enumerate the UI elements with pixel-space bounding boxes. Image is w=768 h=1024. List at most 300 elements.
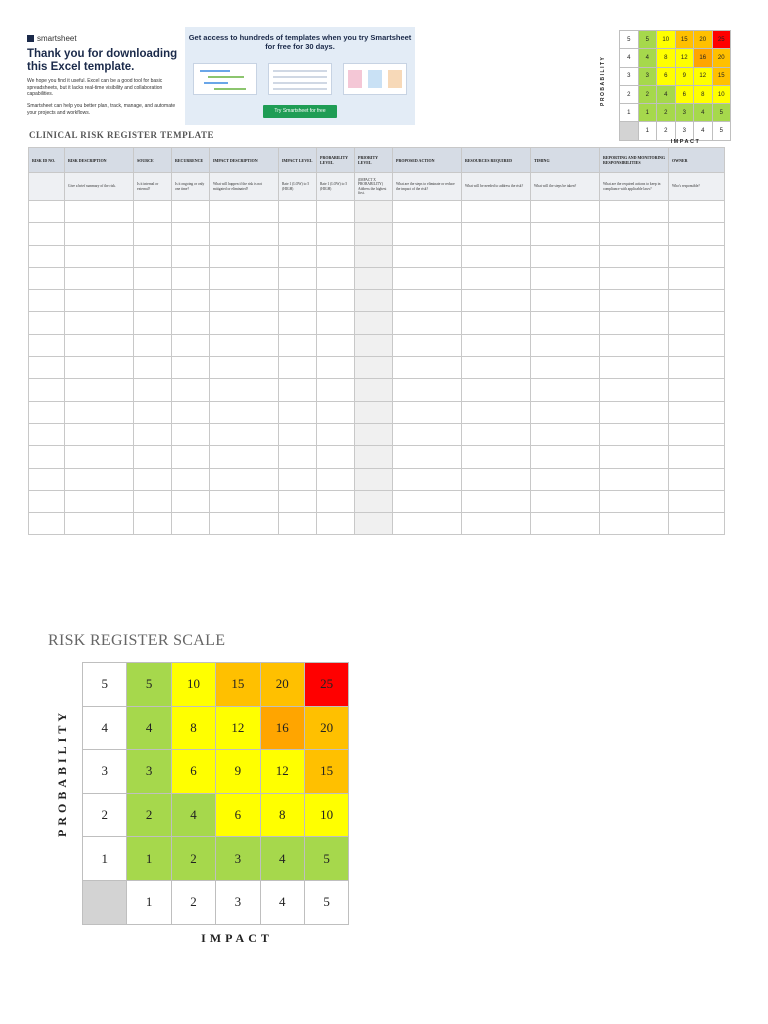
table-cell[interactable]: [210, 290, 279, 312]
mini-probability-label: PROBABILITY: [600, 55, 606, 107]
table-cell[interactable]: [210, 379, 279, 401]
table-cell[interactable]: [134, 223, 172, 245]
table-cell[interactable]: [355, 267, 393, 289]
table-cell[interactable]: [600, 468, 669, 490]
table-cell[interactable]: [462, 468, 531, 490]
table-cell[interactable]: [393, 490, 462, 512]
table-cell[interactable]: [29, 267, 65, 289]
table-cell[interactable]: [65, 223, 134, 245]
table-cell[interactable]: [600, 290, 669, 312]
column-description: Rate 1 (LOW) to 5 (HIGH): [317, 173, 355, 201]
table-cell[interactable]: [393, 267, 462, 289]
column-header: OWNER: [669, 148, 725, 173]
table-cell[interactable]: [65, 446, 134, 468]
table-cell[interactable]: [134, 334, 172, 356]
promo-text-2: Smartsheet can help you better plan, track, manage, and automate your projects and workflows.: [27, 103, 176, 116]
table-cell[interactable]: [279, 468, 317, 490]
mini-heatmap-row: [620, 85, 731, 103]
mini-heatmap-cell: 20: [694, 31, 713, 49]
table-cell[interactable]: [29, 290, 65, 312]
table-row: [29, 245, 725, 267]
table-cell[interactable]: [669, 334, 725, 356]
table-cell[interactable]: [317, 446, 355, 468]
mini-heatmap-row: [620, 104, 731, 122]
smartsheet-logo[interactable]: [27, 34, 77, 43]
table-cell[interactable]: [172, 379, 210, 401]
table-cell[interactable]: [393, 334, 462, 356]
scale-heatmap-impact-tick: 5: [304, 880, 348, 924]
table-cell[interactable]: [134, 446, 172, 468]
scale-heatmap-impact-tick: 1: [127, 880, 171, 924]
table-cell[interactable]: [531, 223, 600, 245]
mini-heatmap-cell: 2: [638, 85, 657, 103]
project-timeline-thumbnail[interactable]: [193, 63, 257, 95]
mini-heatmap-cell: 5: [712, 104, 731, 122]
table-cell[interactable]: [279, 379, 317, 401]
table-cell[interactable]: [279, 401, 317, 423]
table-cell[interactable]: [462, 201, 531, 223]
table-cell[interactable]: [462, 401, 531, 423]
table-cell[interactable]: [29, 423, 65, 445]
mini-heatmap-cell: 6: [675, 85, 694, 103]
table-cell[interactable]: [29, 490, 65, 512]
table-cell[interactable]: [317, 401, 355, 423]
table-row: [29, 379, 725, 401]
scale-heatmap-cell: 2: [171, 837, 215, 881]
table-cell[interactable]: [531, 290, 600, 312]
table-cell[interactable]: [29, 446, 65, 468]
column-description: Is it ongoing or only one time?: [172, 173, 210, 201]
table-cell[interactable]: [600, 490, 669, 512]
try-smartsheet-button[interactable]: Try Smartsheet for free: [263, 105, 337, 118]
scale-heatmap-cell: 5: [304, 837, 348, 881]
table-cell[interactable]: [393, 446, 462, 468]
table-cell[interactable]: [669, 201, 725, 223]
scale-heatmap-cell: 1: [127, 837, 171, 881]
table-cell[interactable]: [317, 468, 355, 490]
scale-heatmap-probability-tick: 1: [83, 837, 127, 881]
scale-heatmap-cell: 12: [216, 706, 260, 750]
table-cell[interactable]: [600, 223, 669, 245]
table-cell[interactable]: [600, 513, 669, 535]
scale-title: RISK REGISTER SCALE: [48, 632, 226, 649]
table-cell[interactable]: [393, 312, 462, 334]
table-cell[interactable]: [669, 245, 725, 267]
table-cell[interactable]: [279, 446, 317, 468]
mini-heatmap-cell: 3: [675, 104, 694, 122]
table-cell[interactable]: [462, 357, 531, 379]
table-cell[interactable]: [134, 312, 172, 334]
table-cell[interactable]: [393, 201, 462, 223]
scale-heatmap-cell: 6: [216, 793, 260, 837]
table-cell[interactable]: [462, 290, 531, 312]
mini-heatmap-cell: 8: [694, 85, 713, 103]
table-cell[interactable]: [134, 267, 172, 289]
table-cell[interactable]: [210, 490, 279, 512]
scale-heatmap-cell: 3: [216, 837, 260, 881]
table-cell[interactable]: [355, 334, 393, 356]
table-row: [29, 468, 725, 490]
table-cell[interactable]: [355, 468, 393, 490]
table-cell[interactable]: [355, 490, 393, 512]
table-row: [29, 290, 725, 312]
impact-axis-label: IMPACT: [201, 931, 273, 945]
table-cell[interactable]: [462, 446, 531, 468]
column-description: [29, 173, 65, 201]
table-cell[interactable]: [531, 357, 600, 379]
table-cell[interactable]: [355, 312, 393, 334]
table-cell[interactable]: [134, 490, 172, 512]
table-cell[interactable]: [210, 223, 279, 245]
table-cell[interactable]: [210, 513, 279, 535]
table-cell[interactable]: [317, 490, 355, 512]
table-cell[interactable]: [462, 490, 531, 512]
table-cell[interactable]: [29, 379, 65, 401]
table-cell[interactable]: [29, 334, 65, 356]
table-row: [29, 223, 725, 245]
table-cell[interactable]: [462, 245, 531, 267]
table-cell[interactable]: [600, 446, 669, 468]
table-cell[interactable]: [279, 223, 317, 245]
mini-risk-heatmap: [619, 30, 731, 141]
table-cell[interactable]: [355, 401, 393, 423]
table-cell[interactable]: [65, 490, 134, 512]
table-cell[interactable]: [65, 312, 134, 334]
table-cell[interactable]: [393, 245, 462, 267]
column-header: RISK ID NO.: [29, 148, 65, 173]
scale-heatmap-cell: 16: [260, 706, 304, 750]
table-cell[interactable]: [65, 423, 134, 445]
table-cell[interactable]: [462, 223, 531, 245]
table-cell[interactable]: [65, 513, 134, 535]
mini-heatmap-cell: 16: [694, 49, 713, 67]
mini-heatmap-cell: 4: [694, 104, 713, 122]
smartsheet-logo-icon: [27, 35, 34, 42]
table-cell[interactable]: [172, 357, 210, 379]
promo-text-1: We hope you find it useful. Excel can be a good tool for basic spreadsheets, but it lacks real-time visibility and collaboration capabilities.: [27, 78, 163, 97]
column-header: RISK DESCRIPTION: [65, 148, 134, 173]
table-cell[interactable]: [531, 468, 600, 490]
table-cell[interactable]: [531, 446, 600, 468]
table-cell[interactable]: [600, 267, 669, 289]
table-cell[interactable]: [600, 379, 669, 401]
project-board-thumbnail[interactable]: [343, 63, 407, 95]
table-cell[interactable]: [279, 357, 317, 379]
table-cell[interactable]: [317, 223, 355, 245]
table-cell[interactable]: [172, 490, 210, 512]
scale-heatmap-probability-tick: 3: [83, 750, 127, 794]
description-row: [29, 173, 725, 201]
table-cell[interactable]: [279, 334, 317, 356]
table-cell[interactable]: [279, 490, 317, 512]
table-cell[interactable]: [210, 267, 279, 289]
table-cell[interactable]: [317, 513, 355, 535]
table-cell[interactable]: [134, 423, 172, 445]
scale-heatmap-cell: 4: [260, 837, 304, 881]
mini-heatmap-impact-tick: 2: [657, 122, 676, 140]
table-cell[interactable]: [210, 468, 279, 490]
scale-heatmap-row: [83, 706, 349, 750]
mini-heatmap-cell: 9: [675, 67, 694, 85]
table-cell[interactable]: [669, 513, 725, 535]
table-cell[interactable]: [65, 267, 134, 289]
table-cell[interactable]: [669, 357, 725, 379]
table-cell[interactable]: [134, 513, 172, 535]
mini-heatmap-cell: 2: [657, 104, 676, 122]
logo-text: smartsheet: [37, 34, 77, 43]
table-cell[interactable]: [355, 357, 393, 379]
table-cell[interactable]: [355, 513, 393, 535]
table-cell[interactable]: [317, 334, 355, 356]
table-cell[interactable]: [65, 379, 134, 401]
scale-heatmap-cell: 10: [304, 793, 348, 837]
mini-heatmap-probability-tick: 2: [620, 85, 639, 103]
promo-banner-title: Get access to hundreds of templates when you try Smartsheet for free for 30 days.: [188, 33, 412, 51]
mini-heatmap-probability-tick: 1: [620, 104, 639, 122]
table-cell[interactable]: [317, 423, 355, 445]
table-cell[interactable]: [65, 290, 134, 312]
mini-heatmap-cell: 1: [638, 104, 657, 122]
table-cell[interactable]: [172, 446, 210, 468]
table-cell[interactable]: [317, 379, 355, 401]
table-cell[interactable]: [279, 201, 317, 223]
table-cell[interactable]: [462, 334, 531, 356]
mini-heatmap-cell: 10: [712, 85, 731, 103]
table-cell[interactable]: [355, 201, 393, 223]
table-cell[interactable]: [65, 357, 134, 379]
scale-heatmap-probability-tick: 2: [83, 793, 127, 837]
scale-heatmap-impact-tick: 4: [260, 880, 304, 924]
table-cell[interactable]: [172, 201, 210, 223]
mini-heatmap-cell: 6: [657, 67, 676, 85]
table-cell[interactable]: [531, 401, 600, 423]
table-cell[interactable]: [172, 267, 210, 289]
table-cell[interactable]: [600, 423, 669, 445]
mini-heatmap-probability-tick: 5: [620, 31, 639, 49]
scale-heatmap-cell: 8: [171, 706, 215, 750]
table-cell[interactable]: [531, 423, 600, 445]
table-cell[interactable]: [29, 468, 65, 490]
table-cell[interactable]: [210, 401, 279, 423]
table-cell[interactable]: [462, 379, 531, 401]
table-cell[interactable]: [279, 513, 317, 535]
scale-heatmap-cell: 9: [216, 750, 260, 794]
table-cell[interactable]: [669, 490, 725, 512]
header-row: [29, 148, 725, 173]
mini-heatmap-cell: 15: [675, 31, 694, 49]
scale-heatmap-probability-tick: 5: [83, 663, 127, 707]
table-cell[interactable]: [210, 245, 279, 267]
table-cell[interactable]: [172, 423, 210, 445]
table-cell[interactable]: [600, 334, 669, 356]
table-cell[interactable]: [355, 379, 393, 401]
table-cell[interactable]: [531, 245, 600, 267]
table-cell[interactable]: [172, 334, 210, 356]
mini-heatmap-row: [620, 31, 731, 49]
register-title: CLINICAL RISK REGISTER TEMPLATE: [29, 130, 214, 140]
table-cell[interactable]: [279, 423, 317, 445]
table-cell[interactable]: [531, 334, 600, 356]
table-cell[interactable]: [65, 334, 134, 356]
table-cell[interactable]: [600, 401, 669, 423]
table-cell[interactable]: [393, 357, 462, 379]
mini-heatmap-cell: 15: [712, 67, 731, 85]
column-description: What will happen if the risk is not mitigated or eliminated?: [210, 173, 279, 201]
mini-heatmap-cell: 20: [712, 49, 731, 67]
scale-heatmap-impact-row: [83, 880, 349, 924]
table-cell[interactable]: [462, 513, 531, 535]
column-header: RESOURCES REQUIRED: [462, 148, 531, 173]
table-cell[interactable]: [355, 245, 393, 267]
mini-impact-label: IMPACT: [670, 139, 701, 145]
table-cell[interactable]: [134, 201, 172, 223]
table-cell[interactable]: [29, 201, 65, 223]
table-cell[interactable]: [531, 490, 600, 512]
column-description: What are the steps to eliminate or reduce the impact of the risk?: [393, 173, 462, 201]
table-cell[interactable]: [355, 446, 393, 468]
table-cell[interactable]: [355, 423, 393, 445]
table-cell[interactable]: [669, 446, 725, 468]
table-cell[interactable]: [172, 223, 210, 245]
table-cell[interactable]: [134, 379, 172, 401]
table-cell[interactable]: [669, 223, 725, 245]
scale-heatmap-row: [83, 837, 349, 881]
promo-banner[interactable]: [185, 27, 415, 125]
scale-heatmap-row: [83, 663, 349, 707]
scale-heatmap-cell: 20: [304, 706, 348, 750]
table-cell[interactable]: [600, 245, 669, 267]
table-cell[interactable]: [134, 245, 172, 267]
table-cell[interactable]: [355, 223, 393, 245]
table-cell[interactable]: [531, 312, 600, 334]
table-cell[interactable]: [29, 357, 65, 379]
table-cell[interactable]: [172, 468, 210, 490]
table-cell[interactable]: [669, 267, 725, 289]
table-cell[interactable]: [393, 223, 462, 245]
task-list-thumbnail[interactable]: [268, 63, 332, 95]
mini-heatmap-cell: 25: [712, 31, 731, 49]
scale-heatmap-cell: 15: [216, 663, 260, 707]
table-cell[interactable]: [393, 513, 462, 535]
table-cell[interactable]: [279, 290, 317, 312]
mini-heatmap-cell: 5: [638, 31, 657, 49]
table-cell[interactable]: [669, 312, 725, 334]
table-cell[interactable]: [29, 245, 65, 267]
table-cell[interactable]: [669, 290, 725, 312]
table-cell[interactable]: [210, 312, 279, 334]
table-cell[interactable]: [134, 468, 172, 490]
column-header: PROBABILITY LEVEL: [317, 148, 355, 173]
table-cell[interactable]: [531, 379, 600, 401]
column-description: Give a brief summary of the risk.: [65, 173, 134, 201]
mini-heatmap-cell: 8: [657, 49, 676, 67]
table-cell[interactable]: [279, 267, 317, 289]
mini-heatmap-cell: 4: [638, 49, 657, 67]
table-cell[interactable]: [172, 245, 210, 267]
table-cell[interactable]: [134, 357, 172, 379]
table-cell[interactable]: [317, 267, 355, 289]
table-cell[interactable]: [29, 223, 65, 245]
table-cell[interactable]: [393, 468, 462, 490]
table-cell[interactable]: [462, 423, 531, 445]
table-cell[interactable]: [65, 245, 134, 267]
mini-heatmap-cell: 3: [638, 67, 657, 85]
scale-heatmap-cell: 25: [304, 663, 348, 707]
table-cell[interactable]: [317, 201, 355, 223]
table-cell[interactable]: [462, 312, 531, 334]
table-cell[interactable]: [462, 267, 531, 289]
table-cell[interactable]: [669, 423, 725, 445]
table-cell[interactable]: [210, 201, 279, 223]
table-cell[interactable]: [317, 245, 355, 267]
table-cell[interactable]: [210, 446, 279, 468]
scale-heatmap-impact-tick: 3: [216, 880, 260, 924]
table-row: [29, 423, 725, 445]
table-cell[interactable]: [600, 201, 669, 223]
scale-heatmap-cell: 20: [260, 663, 304, 707]
table-cell[interactable]: [210, 423, 279, 445]
column-description: Is it internal or external?: [134, 173, 172, 201]
table-cell[interactable]: [317, 357, 355, 379]
table-cell[interactable]: [669, 401, 725, 423]
table-cell[interactable]: [172, 401, 210, 423]
table-cell[interactable]: [29, 401, 65, 423]
table-row: [29, 312, 725, 334]
table-cell[interactable]: [393, 379, 462, 401]
table-cell[interactable]: [134, 290, 172, 312]
table-cell[interactable]: [279, 312, 317, 334]
table-cell[interactable]: [317, 312, 355, 334]
table-cell[interactable]: [172, 513, 210, 535]
table-cell[interactable]: [172, 290, 210, 312]
table-cell[interactable]: [355, 290, 393, 312]
column-description: Who's responsible?: [669, 173, 725, 201]
column-header: IMPACT DESCRIPTION: [210, 148, 279, 173]
table-cell[interactable]: [531, 201, 600, 223]
scale-heatmap-cell: 10: [171, 663, 215, 707]
table-cell[interactable]: [600, 312, 669, 334]
scale-heatmap-cell: 5: [127, 663, 171, 707]
table-cell[interactable]: [531, 513, 600, 535]
table-cell[interactable]: [65, 468, 134, 490]
table-cell[interactable]: [210, 357, 279, 379]
table-cell[interactable]: [279, 245, 317, 267]
column-header: REPORTING AND MONITORING RESPONSIBILITIES: [600, 148, 669, 173]
table-cell[interactable]: [317, 290, 355, 312]
table-cell[interactable]: [172, 312, 210, 334]
table-cell[interactable]: [669, 468, 725, 490]
table-cell[interactable]: [669, 379, 725, 401]
scale-heatmap-probability-tick: 4: [83, 706, 127, 750]
column-header: RECURRENCE: [172, 148, 210, 173]
table-cell[interactable]: [393, 290, 462, 312]
table-cell[interactable]: [65, 201, 134, 223]
scale-heatmap-cell: 6: [171, 750, 215, 794]
table-cell[interactable]: [65, 401, 134, 423]
table-cell[interactable]: [531, 267, 600, 289]
table-row: [29, 490, 725, 512]
table-cell[interactable]: [29, 513, 65, 535]
table-cell[interactable]: [393, 423, 462, 445]
mini-heatmap-impact-tick: 1: [638, 122, 657, 140]
scale-heatmap-cell: 2: [127, 793, 171, 837]
table-cell[interactable]: [393, 401, 462, 423]
table-cell[interactable]: [134, 401, 172, 423]
table-row: [29, 201, 725, 223]
table-cell[interactable]: [210, 334, 279, 356]
table-cell[interactable]: [29, 312, 65, 334]
table-cell[interactable]: [600, 357, 669, 379]
